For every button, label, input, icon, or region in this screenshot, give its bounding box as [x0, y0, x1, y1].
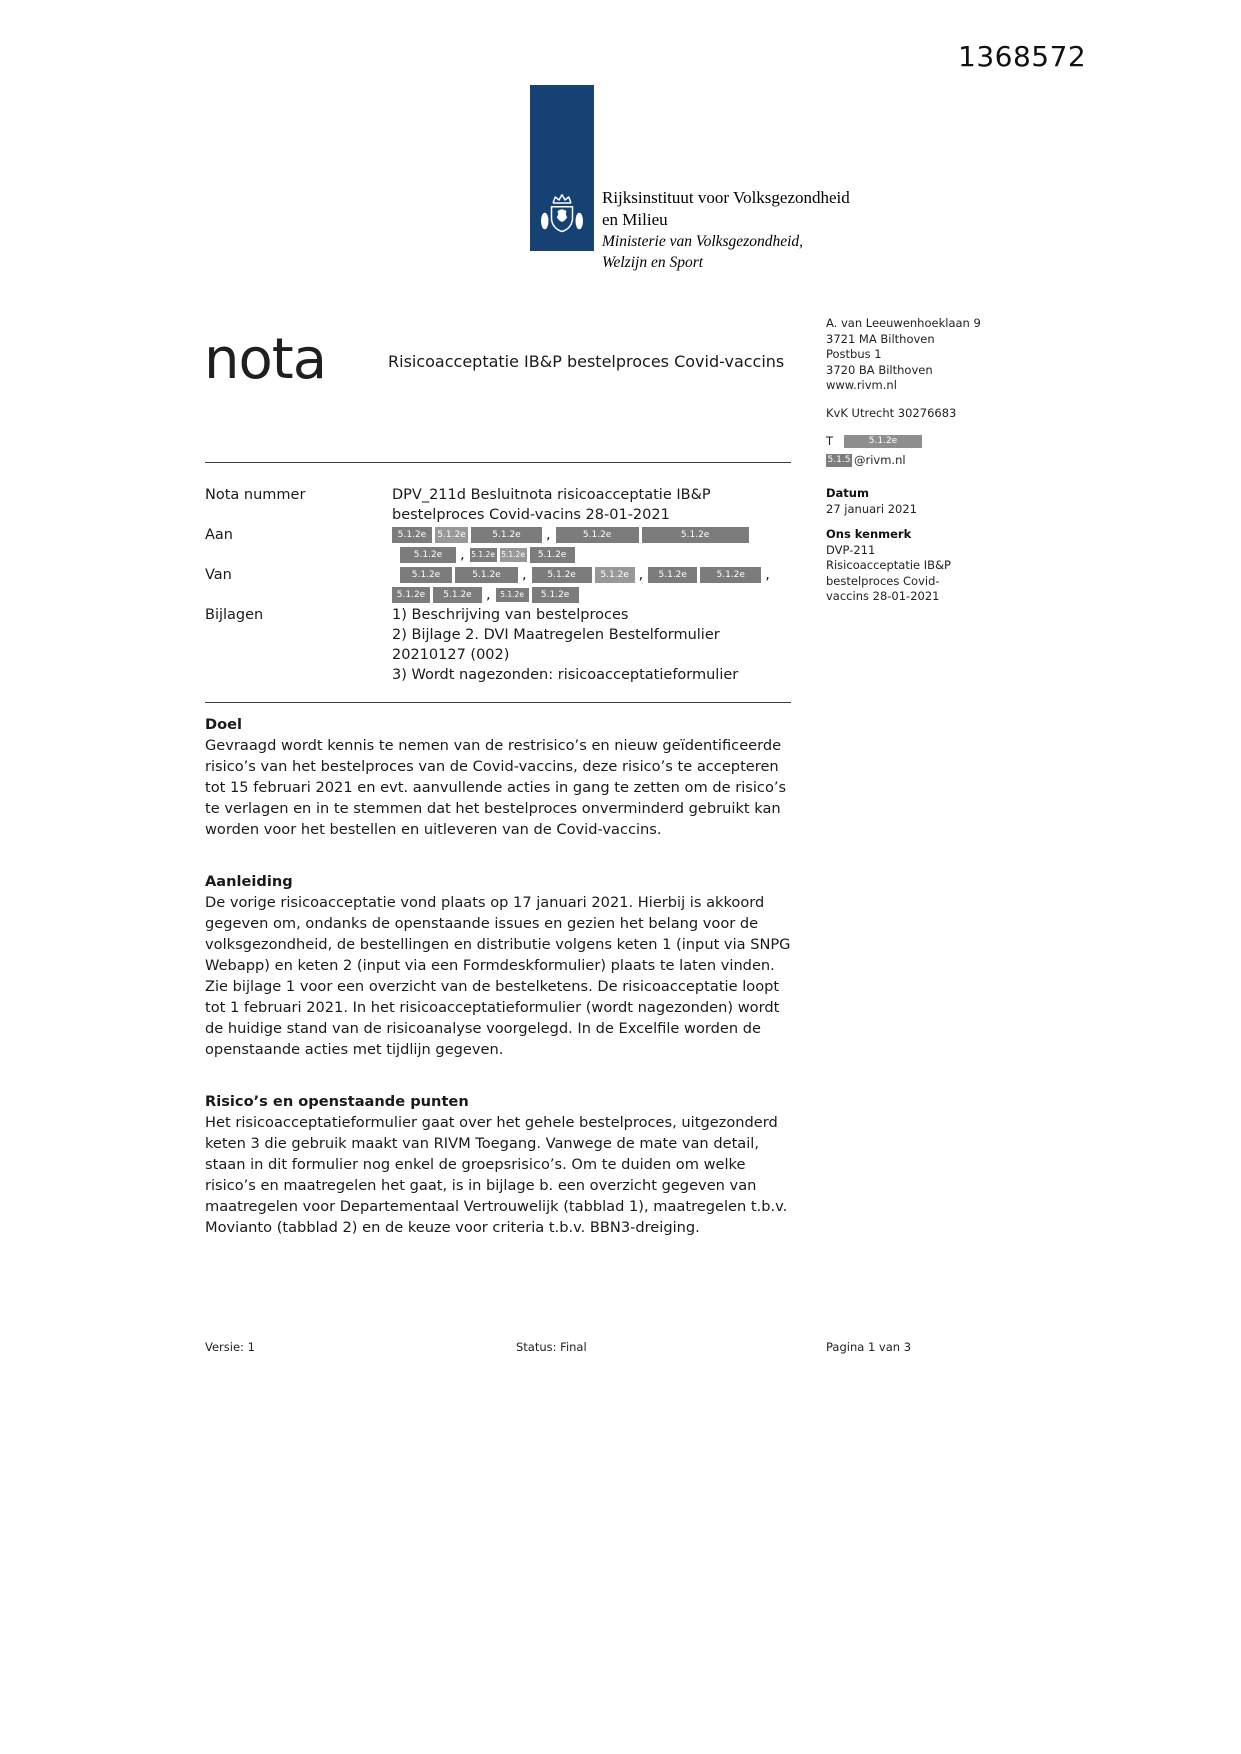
redaction-chip: 5.1.2e: [392, 587, 430, 603]
redaction-email: 5.1.5: [827, 454, 851, 465]
section-paragraph: De vorige risicoacceptatie vond plaats op 17 januari 2021. Hierbij is akkoord gegeven om, ondanks de openstaande issues en gezien het belang voor de volksgezondheid, de bestellingen en distributie volgens keten 1 (input via SNPG Webapp) en keten 2 (input via een Formdeskformulier) plaats te laten vinden. Zie bijlage 1 voor een overzicht van de bestelketens. De risicoacceptatie loopt tot 1 februari 2021. In het risicoacceptatieformulier (wordt nagezonden) wordt de huidige stand van de risicoanalyse voorgelegd. In de Excelfile worden de openstaande acties met tijdlijn gegeven.: [205, 894, 791, 1058]
nota-nummer-label: Nota nummer: [205, 487, 306, 503]
separator: ,: [765, 567, 770, 583]
footer-versie: Versie: 1: [205, 1340, 255, 1354]
aan-value: [392, 525, 791, 565]
address-line: Postbus 1: [826, 347, 882, 361]
redaction-chip: 5.1.2e: [471, 527, 542, 543]
page-title: Risicoacceptatie IB&P bestelproces Covid-vaccins: [388, 352, 785, 371]
redaction-chip: 5.1.2e: [496, 588, 529, 602]
bijlage-item: 3) Wordt nagezonden: risicoacceptatieformulier: [392, 667, 739, 683]
document-id-number: 1368572: [958, 40, 1087, 73]
org-name-line1: Rijksinstituut voor Volksgezondheid: [602, 188, 850, 207]
address-line: 3721 MA Bilthoven: [826, 331, 935, 346]
website-link: www.rivm.nl: [826, 378, 897, 392]
meta-row-aan: [205, 525, 791, 565]
redaction-chip: 5.1.2e: [532, 567, 592, 583]
redaction-chip: 5.1.2e: [400, 567, 452, 583]
kenmerk-label: Ons kenmerk: [826, 527, 912, 541]
ministry-line1: Ministerie van Volksgezondheid,: [602, 233, 804, 250]
section-heading: Aanleiding: [205, 873, 293, 890]
section-heading: Risico’s en openstaande punten: [205, 1093, 469, 1110]
redaction-chip: 5.1.2e: [642, 527, 749, 543]
redaction-chip: 5.1.2e: [530, 547, 575, 563]
section-paragraph: Het risicoacceptatieformulier gaat over het gehele bestelproces, uitgezonderd keten 3 die gebruik maakt van RIVM Toegang. Vanwege de mate van detail, staan in dit formulier nog enkel de groepsrisico’s. Om te duiden om welke risico’s en maatregelen het gaat, is in bijlage b. een overzicht gegeven van maatregelen voor Departementaal Vertrouwelijk (tabblad 1), maatregelen t.b.v. Movianto (tabblad 2) en de keuze voor criteria t.b.v. BBN3-dreiging.: [205, 1114, 788, 1236]
redaction-chip: 5.1.2e: [556, 527, 639, 543]
redaction-line: [392, 525, 791, 545]
datum-value: 27 januari 2021: [826, 501, 918, 516]
bijlage-item: 1) Beschrijving van bestelproces: [392, 607, 629, 623]
rivm-logo-block: [530, 85, 850, 271]
meta-row-nota-nummer: [205, 485, 791, 525]
address-line: A. van Leeuwenhoeklaan 9: [826, 316, 981, 330]
aan-label: Aan: [205, 527, 233, 543]
redaction-chip: 5.1.2e: [435, 527, 468, 543]
redaction-chip: 5.1.2e: [433, 587, 482, 603]
logo-text: [602, 187, 922, 273]
footer-pagina: Pagina 1 van 3: [826, 1340, 912, 1354]
footer-status: Status: Final: [516, 1340, 587, 1354]
org-name-line2: en Milieu: [602, 210, 668, 229]
section-heading: Doel: [205, 716, 243, 733]
redaction-chip: 5.1.2e: [700, 567, 761, 583]
section-aanleiding: [205, 871, 793, 1060]
separator: ,: [486, 587, 491, 603]
section-risicos: [205, 1091, 793, 1238]
redaction-chip: 5.1.2e: [400, 547, 456, 563]
phone-label: T: [826, 434, 834, 448]
email-suffix: @rivm.nl: [854, 452, 906, 467]
phone-row: [826, 434, 991, 450]
van-value: [392, 565, 791, 605]
doc-type-label: nota: [204, 327, 327, 392]
redaction-chip: 5.1.2e: [532, 587, 579, 603]
redaction-chip: 5.1.2e: [500, 548, 527, 562]
separator: ,: [638, 567, 644, 583]
separator: ,: [460, 547, 465, 563]
meta-row-bijlagen: [205, 605, 791, 685]
datum-label: Datum: [826, 486, 869, 500]
redaction-line: [392, 545, 791, 565]
section-doel: [205, 714, 793, 840]
rijksoverheid-ribbon: [530, 85, 594, 251]
redaction-chip: 5.1.2e: [455, 567, 518, 583]
bijlagen-label: Bijlagen: [205, 607, 264, 623]
section-paragraph: Gevraagd wordt kennis te nemen van de restrisico’s en nieuw geïdentificeerde risico’s van het bestelproces van de Covid-vaccins, deze risico’s te accepteren tot 15 februari 2021 en evt. aanvullende acties in gang te zetten om de risico’s te verlagen en in te stemmen dat het bestelproces onverminderd gebruikt kan worden voor het bestellen en uitleveren van de Covid-vaccins.: [205, 737, 787, 838]
kvk-number: KvK Utrecht 30276683: [826, 405, 957, 420]
separator: ,: [522, 567, 527, 583]
ministry-line2: Welzijn en Sport: [602, 254, 704, 271]
redaction-chip: 5.1.2e: [470, 548, 497, 562]
redaction-chip: 5.1.2e: [392, 527, 432, 543]
document-body: [205, 714, 793, 1269]
bijlagen-value: [392, 605, 791, 685]
contact-sidebar: [826, 316, 991, 605]
van-label: Van: [205, 567, 232, 583]
coat-of-arms-icon: [538, 191, 586, 245]
email-row: [826, 453, 991, 469]
meta-table: [205, 462, 791, 703]
redaction-line: [392, 565, 791, 585]
nota-nummer-value: DPV_211d Besluitnota risicoacceptatie IB&P bestelproces Covid-vacins 28-01-2021: [392, 487, 711, 523]
address-line: 3720 BA Bilthoven: [826, 362, 933, 377]
kenmerk-value: DVP-211 Risicoacceptatie IB&P bestelproces Covid-vaccins 28-01-2021: [826, 542, 951, 603]
redaction-chip: 5.1.2e: [595, 567, 635, 583]
redaction-phone: 5.1.2e: [844, 435, 922, 448]
meta-row-van: [205, 565, 791, 605]
separator: ,: [546, 527, 551, 543]
bijlage-item: 2) Bijlage 2. DVI Maatregelen Bestelformulier 20210127 (002): [392, 627, 720, 663]
redaction-line: [392, 585, 791, 605]
redaction-chip: 5.1.2e: [648, 567, 697, 583]
